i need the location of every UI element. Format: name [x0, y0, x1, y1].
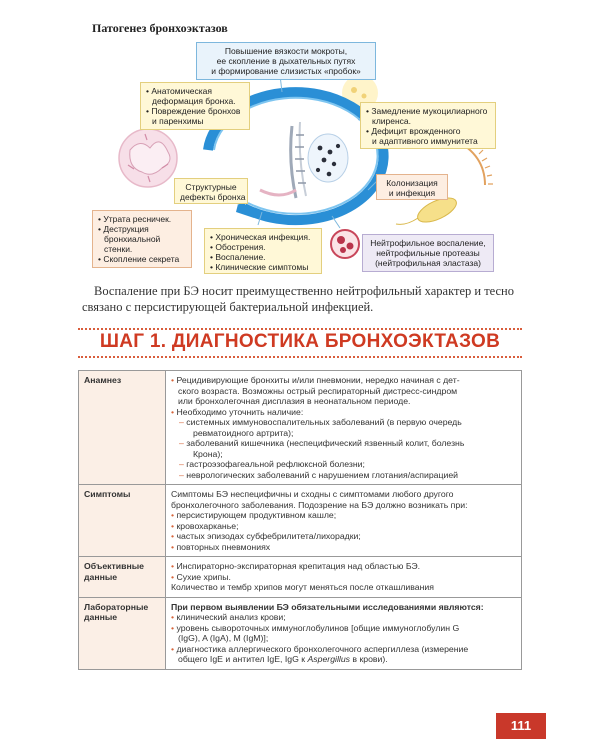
- row-header: Симптомы: [79, 485, 166, 557]
- divider-bottom: [78, 356, 522, 358]
- page-number: 111: [496, 713, 546, 739]
- mucus-viscosity-box: Повышение вязкости мокроты, ее скопление в дыхательных путях и формирование слизистых «пробок»: [196, 42, 376, 80]
- row-content: При первом выявлении БЭ обязательными исследованиями являются: • клинический анализ крови; • уровень сывороточных иммуноглобулинов [общие иммуноглобулин G (IgG), A (IgA), M (IgM)]; • диагностика аллергического бронхолегочного аспергиллеза (измерение общего IgE и антител IgE, IgG к Aspergillus в крови).: [166, 597, 522, 669]
- section-title: ШАГ 1. ДИАГНОСТИКА БРОНХОЭКТАЗОВ: [99, 331, 501, 352]
- table-row: [79, 557, 522, 598]
- cilia-loss-box: • Утрата ресничек. • Деструкция бронхиальной стенки. • Скопление секрета: [92, 210, 192, 268]
- row-header: Лабораторные данные: [79, 597, 166, 669]
- neutrophil-inflammation-box: Нейтрофильное воспаление, нейтрофильные протеазы (нейтрофильная эластаза): [362, 234, 494, 272]
- table-row: [79, 371, 522, 485]
- diagnostics-table: [78, 370, 522, 670]
- chronic-infection-box: • Хроническая инфекция. • Обострения. • Воспаление. • Клинические симптомы: [204, 228, 322, 274]
- airway-image: [291, 126, 296, 198]
- anatomic-deformation-box: • Анатомическая деформация бронха. • Повреждение бронхов и паренхимы: [140, 82, 250, 130]
- neutrophil-image: [331, 230, 359, 258]
- row-header: Объективные данные: [79, 557, 166, 598]
- table-row: [79, 597, 522, 669]
- divider-top: [78, 328, 522, 330]
- row-content: • Рецидивирующие бронхиты и/или пневмонии, нередко начиная с дет- ского возраста. Возможны острый респираторный дистресс-синдром или бронхолегочная дисплазия в неонатальном периоде. • Необходимо уточнить наличие: – системных иммуновоспалительных заболеваний (в первую очередь ревматоидного артрита); – заболеваний кишечника (неспецифический язвенный колит, болезнь Крона); – гастроэзофагеальной рефлюксной болезни; – неврологических заболеваний с нарушением глотания/аспирацией: [166, 371, 522, 485]
- row-content: Симптомы БЭ неспецифичны и сходны с симптомами любого другого бронхолегочного заболевания. Подозрение на БЭ должно возникать при: • персистирующем продуктивном кашле; • кровохарканье; • частых эпизодах субфебрилитета/лихорадки; • повторных пневмониях: [166, 485, 522, 557]
- table-row: [79, 485, 522, 557]
- row-header: Анамнез: [79, 371, 166, 485]
- page-title: Патогенез бронхоэктазов: [92, 21, 228, 35]
- body-paragraph: Воспаление при БЭ носит преимущественно нейтрофильный характер и тесно связано с персистирующей бактериальной инфекцией.: [82, 284, 515, 314]
- structural-defects-box: Структурные дефекты бронха: [174, 178, 248, 204]
- row-content: • Инспираторно-экспираторная крепитация над областью БЭ. • Сухие хрипы. Количество и тембр хрипов могут меняться после откашливания: [166, 557, 522, 598]
- mucociliary-clearance-box: • Замедление мукоцилиарного клиренса. • Дефицит врожденного и адаптивного иммунитета: [360, 102, 496, 149]
- colonization-infection-box: Колонизация и инфекция: [376, 174, 448, 200]
